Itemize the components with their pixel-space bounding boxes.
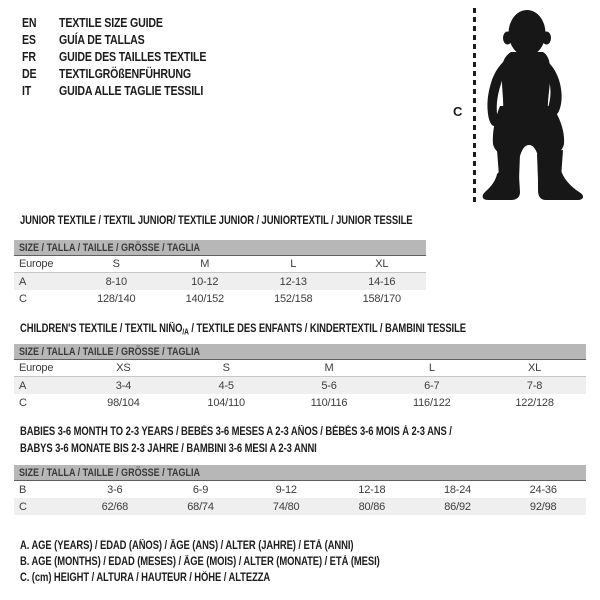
height-cell: 92/98 [529,500,557,513]
table-row-age-months [14,481,586,498]
height-measure-label: C [453,104,463,119]
table-row-age [14,273,426,290]
language-title: TEXTILGRÖßENFÜHRUNG [59,66,191,81]
language-row-it [22,82,232,99]
size-cell: L [290,258,297,270]
height-cell: 152/158 [274,292,313,305]
row-label: A [19,379,27,392]
height-cell: 98/104 [107,396,140,409]
height-cell: 68/74 [187,500,214,513]
size-cell: S [222,362,230,374]
age-cell: 6-9 [192,483,209,496]
language-row-de [22,65,232,82]
height-cell: 110/116 [310,396,348,409]
size-header-bar: SIZE / TALLA / TAILLE / GRÖSSE / TAGLIA [14,465,586,481]
row-label: C [19,292,27,305]
language-title: GUIDE DES TAILLES TEXTILE [59,49,207,64]
language-code: ES [22,32,36,47]
height-measure-dashed-line [473,8,476,206]
age-cell: 3-4 [115,379,132,392]
table-row-age [14,377,586,394]
table-row-height [14,394,586,411]
junior-size-table [14,240,426,307]
language-code: FR [22,49,36,64]
table-row-europe [14,256,426,273]
language-legend [22,14,232,99]
toddler-silhouette-icon [478,6,590,208]
height-cell: 158/170 [362,292,401,305]
size-cell: S [112,258,120,270]
age-cell: 6-7 [424,379,440,392]
footnote-height-cm: C. (cm) HEIGHT / ALTURA / HAUTEUR / HÖHE / ALTEZZA [20,572,271,584]
language-code: EN [22,15,37,30]
age-cell: 14-16 [368,275,396,288]
row-label: A [19,275,27,288]
language-title: GUÍA DE TALLAS [59,32,145,47]
height-cell: 116/122 [413,396,451,409]
size-cell: XL [375,258,389,270]
footnote-age-years: A. AGE (YEARS) / EDAD (AÑOS) / ÂGE (ANS) / ALTER (JAHRE) / ETÀ (ANNI) [20,540,354,552]
age-cell: 12-18 [358,483,386,496]
language-code: IT [22,83,32,98]
language-code: DE [22,66,37,81]
age-cell: 3-6 [107,483,123,496]
row-label: Europe [19,362,54,374]
babies-size-table [14,465,586,515]
height-cell: 74/80 [272,500,300,513]
junior-table-title: JUNIOR TEXTILE / TEXTIL JUNIOR/ TEXTILE JUNIOR / JUNIORTEXTIL / JUNIOR TESSILE [20,215,413,227]
height-cell: 86/92 [444,500,471,513]
age-cell: 5-6 [321,379,337,392]
footnote-age-months: B. AGE (MONTHS) / EDAD (MESES) / ÂGE (MOIS) / ALTER (MONATE) / ETÀ (MESI) [20,556,380,568]
row-label: C [19,500,27,513]
size-cell: L [428,362,435,374]
age-cell: 18-24 [443,483,472,496]
children-size-table [14,344,586,411]
row-label: C [19,396,27,409]
babies-table-title-line2: BABYS 3-6 MONATE BIS 2-3 JAHRE / BAMBINI 3-6 MESI A 2-3 ANNI [20,443,317,455]
table-row-height [14,290,426,307]
age-cell: 7-8 [526,379,543,392]
language-title: TEXTILE SIZE GUIDE [59,15,163,30]
size-cell: M [200,258,210,270]
table-row-europe [14,360,586,377]
size-header-bar: SIZE / TALLA / TAILLE / GRÖSSE / TAGLIA [14,240,426,256]
size-cell: XS [116,362,131,374]
height-cell: 104/110 [207,396,245,409]
size-cell: XL [528,362,542,374]
language-row-fr [22,48,232,65]
age-cell: 10-12 [191,275,219,288]
height-cell: 80/86 [358,500,386,513]
children-table-title: CHILDREN'S TEXTILE / TEXTIL $NIÑO_{/A}$ / TEXTILE DES ENFANTS / KINDERTEXTIL / BAMBINI TESSILE [20,323,466,337]
row-label: Europe [19,258,54,270]
age-cell: 24-36 [529,483,557,496]
height-cell: 62/68 [101,500,129,513]
size-cell: M [324,362,334,374]
age-cell: 4-5 [218,379,234,392]
age-cell: 8-10 [105,275,127,288]
row-label: B [19,483,27,496]
language-row-es [22,31,232,48]
height-cell: 122/128 [515,396,554,409]
height-cell: 140/152 [185,292,224,305]
babies-table-title-line1: BABIES 3-6 MONTH TO 2-3 YEARS / BEBÉS 3-6 MESES A 2-3 AÑOS / BÉBÉS 3-6 MOIS À 2-3 ANS / [20,426,452,438]
table-row-height [14,498,586,515]
size-header-bar: SIZE / TALLA / TAILLE / GRÖSSE / TAGLIA [14,344,586,360]
age-cell: 12-13 [279,275,307,288]
height-cell: 128/140 [97,292,136,305]
age-cell: 9-12 [275,483,297,496]
language-row-en [22,14,232,31]
title-subscript: /A [182,327,189,337]
language-title: GUIDA ALLE TAGLIE TESSILI [59,83,204,98]
